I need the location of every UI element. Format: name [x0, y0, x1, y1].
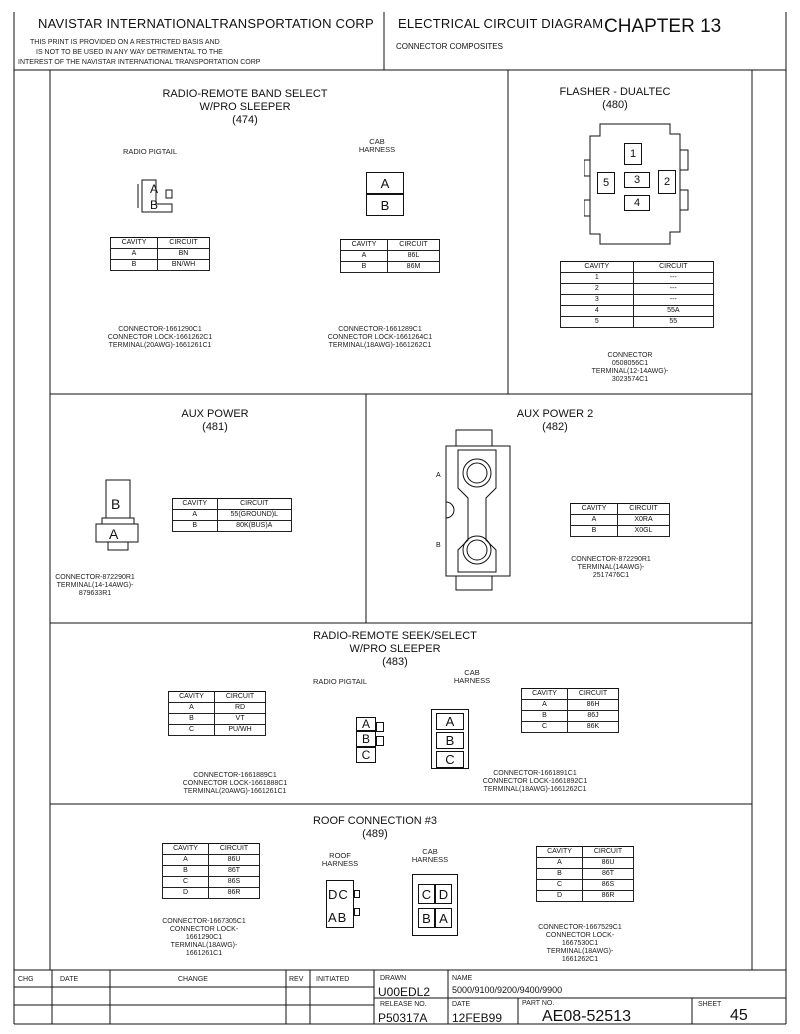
cavity-header: CAVITY: [173, 499, 218, 510]
section-474-title-line3: (474): [232, 114, 258, 126]
title-line: FLASHER - DUALTEC: [559, 86, 671, 98]
cavity-cell: A: [522, 700, 568, 711]
section-474-right-label: [345, 138, 409, 154]
section-483-left-label: RADIO PIGTAIL: [312, 677, 368, 686]
circuit-cell: X0RA: [617, 515, 669, 526]
pin-c: C: [418, 884, 435, 904]
info-line: TERMINAL(18AWG)-: [546, 948, 614, 955]
latch-tab: [376, 736, 384, 746]
cavity-cell: A: [537, 858, 583, 869]
section-482-table: [570, 503, 670, 537]
section-489-left-info: [144, 918, 264, 958]
circuit-header: CIRCUIT: [617, 504, 669, 515]
cavity-cell: A: [173, 510, 218, 521]
cavity-header: CAVITY: [163, 844, 209, 855]
cavity-cell: 3: [561, 295, 634, 306]
circuit-cell: 86T: [583, 869, 634, 880]
section-482-info: [556, 556, 666, 580]
section-483-left-info: [160, 772, 310, 796]
tb-chg-label: CHG: [18, 976, 34, 983]
info-line: CONNECTOR: [607, 352, 653, 359]
tb-name-label: NAME: [452, 975, 473, 982]
pin-a: A: [366, 172, 404, 194]
circuit-cell: BN: [157, 249, 209, 260]
company-name: NAVISTAR INTERNATIONALTRANSPORTATION CORP: [38, 16, 374, 31]
pin-row-bottom: [328, 910, 347, 925]
chapter-label: CHAPTER 13: [604, 16, 722, 37]
cavity-cell: A: [571, 515, 618, 526]
title-line: (489): [362, 828, 388, 840]
side-label-b: B: [436, 542, 441, 549]
circuit-cell: X0GL: [617, 526, 669, 537]
label-line: CAB: [422, 847, 438, 856]
pin-d: D: [435, 884, 452, 904]
pin-a: A: [435, 908, 452, 928]
circuit-cell: ---: [633, 284, 713, 295]
cavity-cell: A: [341, 251, 388, 262]
info-line: CONNECTOR LOCK-1661262C1: [107, 334, 213, 341]
cavity-header: CAVITY: [341, 240, 388, 251]
tb-initiated-label: INITIATED: [316, 976, 350, 983]
pin-1: 1: [624, 143, 642, 165]
tb-date-value: 12FEB99: [452, 1011, 503, 1025]
tb-drawn-label: DRAWN: [380, 975, 407, 982]
cavity-cell: B: [169, 714, 215, 725]
info-line: 1661290C1: [185, 934, 223, 941]
circuit-cell: 86S: [583, 880, 634, 891]
info-line: TERMINAL(18AWG)-1661262C1: [483, 786, 587, 793]
circuit-cell: 86J: [568, 711, 619, 722]
tb-partno-value: AE08-52513: [542, 1008, 631, 1025]
section-481-table: [172, 498, 292, 532]
latch-tab: [354, 890, 360, 898]
info-line: TERMINAL(18AWG)-: [170, 942, 238, 949]
cavity-cell: 4: [561, 306, 634, 317]
circuit-cell: 86U: [583, 858, 634, 869]
cavity-cell: A: [169, 703, 215, 714]
circuit-cell: 86M: [387, 262, 439, 273]
circuit-header: CIRCUIT: [157, 238, 209, 249]
title-line: RADIO-REMOTE SEEK/SELECT: [313, 630, 477, 642]
circuit-header: CIRCUIT: [568, 689, 619, 700]
label-line: HARNESS: [358, 145, 396, 154]
pin-3: 3: [624, 172, 650, 188]
title-line: AUX POWER 2: [516, 408, 594, 420]
section-483-title: [260, 630, 530, 669]
info-line: CONNECTOR-872290R1: [571, 556, 651, 563]
disclaimer-line-1: THIS PRINT IS PROVIDED ON A RESTRICTED BASIS AND: [30, 39, 220, 46]
info-line: TERMINAL(12-14AWG)-: [591, 368, 669, 375]
circuit-header: CIRCUIT: [215, 692, 266, 703]
label-line: CAB: [464, 668, 480, 677]
circuit-cell: 55(GROUND)L: [217, 510, 291, 521]
section-483-left-table: [168, 691, 266, 736]
info-line: TERMINAL(20AWG)-1661261C1: [183, 788, 287, 795]
cavity-cell: B: [111, 260, 158, 271]
title-line: (483): [382, 656, 408, 668]
title-line: W/PRO SLEEPER: [349, 643, 441, 655]
tb-release-label: RELEASE NO.: [380, 1001, 427, 1008]
label-line: HARNESS: [453, 676, 491, 685]
title-line: ROOF CONNECTION #3: [312, 815, 438, 827]
circuit-cell: 55A: [633, 306, 713, 317]
info-line: CONNECTOR LOCK-: [545, 932, 615, 939]
cavity-cell: B: [341, 262, 388, 273]
pin-b: B: [337, 910, 348, 925]
section-482-title: [500, 408, 610, 434]
pin-a: A: [356, 717, 376, 731]
tb-rev-label: REV: [289, 976, 304, 983]
label-line: HARNESS: [411, 855, 449, 864]
section-480-table: [560, 261, 714, 328]
circuit-cell: 86T: [209, 866, 260, 877]
title-line: AUX POWER: [181, 408, 249, 420]
label-line: ROOF: [329, 851, 351, 860]
pin-5: 5: [597, 172, 615, 194]
pin-a: A: [328, 910, 338, 925]
latch-tab: [354, 908, 360, 916]
info-line: 879633R1: [78, 590, 112, 597]
circuit-cell: 86U: [209, 855, 260, 866]
pin-a: A: [109, 526, 119, 542]
section-483-right-table: [521, 688, 619, 733]
title-line: (482): [542, 421, 568, 433]
section-481-info: [40, 574, 150, 598]
info-line: TERMINAL(14-14AWG)-: [56, 582, 134, 589]
cavity-cell: 2: [561, 284, 634, 295]
info-line: CONNECTOR LOCK-1661888C1: [182, 780, 288, 787]
section-474-left-info: [80, 326, 240, 350]
info-line: 0508056C1: [611, 360, 649, 367]
tb-release-value: P50317A: [378, 1011, 428, 1025]
circuit-cell: 86K: [568, 722, 619, 733]
tb-name-value: 5000/9100/9200/9400/9900: [452, 985, 563, 995]
pin-a: A: [150, 182, 159, 196]
cavity-header: CAVITY: [111, 238, 158, 249]
circuit-header: CIRCUIT: [217, 499, 291, 510]
cavity-cell: 1: [561, 273, 634, 284]
side-label-a: A: [436, 472, 441, 479]
circuit-header: CIRCUIT: [583, 847, 634, 858]
disclaimer-line-2: IS NOT TO BE USED IN ANY WAY DETRIMENTAL TO THE: [36, 49, 223, 56]
section-483-right-info: [460, 770, 610, 794]
cavity-cell: C: [522, 722, 568, 733]
pin-b: B: [111, 496, 121, 512]
section-483-right-label: [442, 669, 502, 685]
circuit-cell: 86R: [209, 888, 260, 899]
pin-d: D: [328, 887, 339, 902]
section-481-title: [150, 408, 280, 434]
cavity-header: CAVITY: [522, 689, 568, 700]
cavity-cell: B: [173, 521, 218, 532]
circuit-header: CIRCUIT: [387, 240, 439, 251]
title-line: (481): [202, 421, 228, 433]
pin-b: B: [150, 198, 159, 212]
info-line: TERMINAL(20AWG)-1661261C1: [108, 342, 212, 349]
section-474-title-line2: W/PRO SLEEPER: [199, 101, 291, 113]
cavity-cell: A: [111, 249, 158, 260]
cavity-cell: D: [537, 891, 583, 902]
pin-c: C: [338, 887, 349, 902]
tb-partno-label: PART NO.: [522, 1000, 555, 1007]
pin-c: C: [436, 751, 464, 768]
info-line: CONNECTOR-1661290C1: [118, 326, 202, 333]
circuit-cell: 80K(BUS)A: [217, 521, 291, 532]
circuit-header: CIRCUIT: [633, 262, 713, 273]
title-line: (480): [602, 99, 628, 111]
info-line: CONNECTOR-1667529C1: [538, 924, 622, 931]
tb-date-field-label: DATE: [452, 1001, 471, 1008]
diagram-subtitle: CONNECTOR COMPOSITES: [396, 42, 503, 51]
tb-sheet-value: 45: [730, 1007, 748, 1024]
cavity-cell: C: [169, 725, 215, 736]
pin-b: B: [366, 194, 404, 216]
cavity-header: CAVITY: [571, 504, 618, 515]
cavity-cell: A: [163, 855, 209, 866]
circuit-header: CIRCUIT: [209, 844, 260, 855]
cavity-cell: B: [537, 869, 583, 880]
section-489-right-info: [520, 924, 640, 964]
circuit-cell: RD: [215, 703, 266, 714]
pin-b: B: [356, 731, 376, 747]
circuit-cell: ---: [633, 295, 713, 306]
info-line: CONNECTOR-1667305C1: [162, 918, 246, 925]
section-489-right-table: [536, 846, 634, 902]
tb-change-label: CHANGE: [178, 976, 208, 983]
cavity-header: CAVITY: [561, 262, 634, 273]
circuit-cell: 55: [633, 317, 713, 328]
info-line: CONNECTOR LOCK-1661264C1: [327, 334, 433, 341]
cavity-cell: C: [163, 877, 209, 888]
pin-b: B: [436, 732, 464, 749]
cavity-cell: 5: [561, 317, 634, 328]
circuit-cell: 86H: [568, 700, 619, 711]
label-line: HARNESS: [321, 859, 359, 868]
pin-c: C: [356, 747, 376, 763]
info-line: 1667530C1: [561, 940, 599, 947]
section-480-info: [570, 352, 690, 384]
info-line: TERMINAL(14AWG)-: [577, 564, 645, 571]
section-474-title: [120, 88, 370, 127]
cavity-cell: C: [537, 880, 583, 891]
section-480-title: [530, 86, 700, 112]
cavity-cell: B: [571, 526, 618, 537]
tb-drawn-value: U00EDL2: [378, 985, 431, 999]
circuit-cell: BN/WH: [157, 260, 209, 271]
info-line: CONNECTOR-1661889C1: [193, 772, 277, 779]
circuit-cell: 86R: [583, 891, 634, 902]
diagram-title: ELECTRICAL CIRCUIT DIAGRAM: [398, 16, 604, 31]
section-474-right-table: [340, 239, 440, 273]
section-474-right-info: [300, 326, 460, 350]
disclaimer-line-3: INTEREST OF THE NAVISTAR INTERNATIONAL TRANSPORTATION CORP: [18, 59, 261, 66]
tb-sheet-label: SHEET: [698, 1001, 722, 1008]
pin-row-top: [328, 887, 349, 902]
section-489-title: [290, 815, 460, 841]
circuit-cell: 86L: [387, 251, 439, 262]
info-line: CONNECTOR-872290R1: [55, 574, 135, 581]
section-474-left-table: [110, 237, 210, 271]
info-line: 1661261C1: [185, 950, 223, 957]
section-489-left-label: [312, 852, 368, 868]
section-489-left-table: [162, 843, 260, 899]
cavity-cell: B: [163, 866, 209, 877]
pin-2: 2: [658, 170, 676, 194]
cavity-header: CAVITY: [537, 847, 583, 858]
info-line: TERMINAL(18AWG)-1661262C1: [328, 342, 432, 349]
label-line: CAB: [369, 137, 385, 146]
tb-date-label: DATE: [60, 976, 79, 983]
circuit-cell: PU/WH: [215, 725, 266, 736]
info-line: CONNECTOR LOCK-: [169, 926, 239, 933]
pin-b: B: [418, 908, 435, 928]
info-line: 3023574C1: [611, 376, 649, 383]
cavity-cell: B: [522, 711, 568, 722]
cavity-header: CAVITY: [169, 692, 215, 703]
cavity-cell: D: [163, 888, 209, 899]
info-line: 1661262C1: [561, 956, 599, 963]
aux-power-2-connector: [440, 428, 516, 592]
info-line: CONNECTOR LOCK-1661892C1: [482, 778, 588, 785]
pin-a: A: [436, 713, 464, 730]
info-line: CONNECTOR-1661289C1: [338, 326, 422, 333]
section-489-right-label: [402, 848, 458, 864]
circuit-cell: VT: [215, 714, 266, 725]
section-474-title-line1: RADIO-REMOTE BAND SELECT: [162, 88, 328, 100]
latch-tab: [376, 722, 384, 732]
section-474-left-label: RADIO PIGTAIL: [122, 147, 178, 156]
info-line: 2517476C1: [592, 572, 630, 579]
pin-4: 4: [624, 195, 650, 211]
circuit-cell: 86S: [209, 877, 260, 888]
circuit-cell: ---: [633, 273, 713, 284]
info-line: CONNECTOR-1661891C1: [493, 770, 577, 777]
